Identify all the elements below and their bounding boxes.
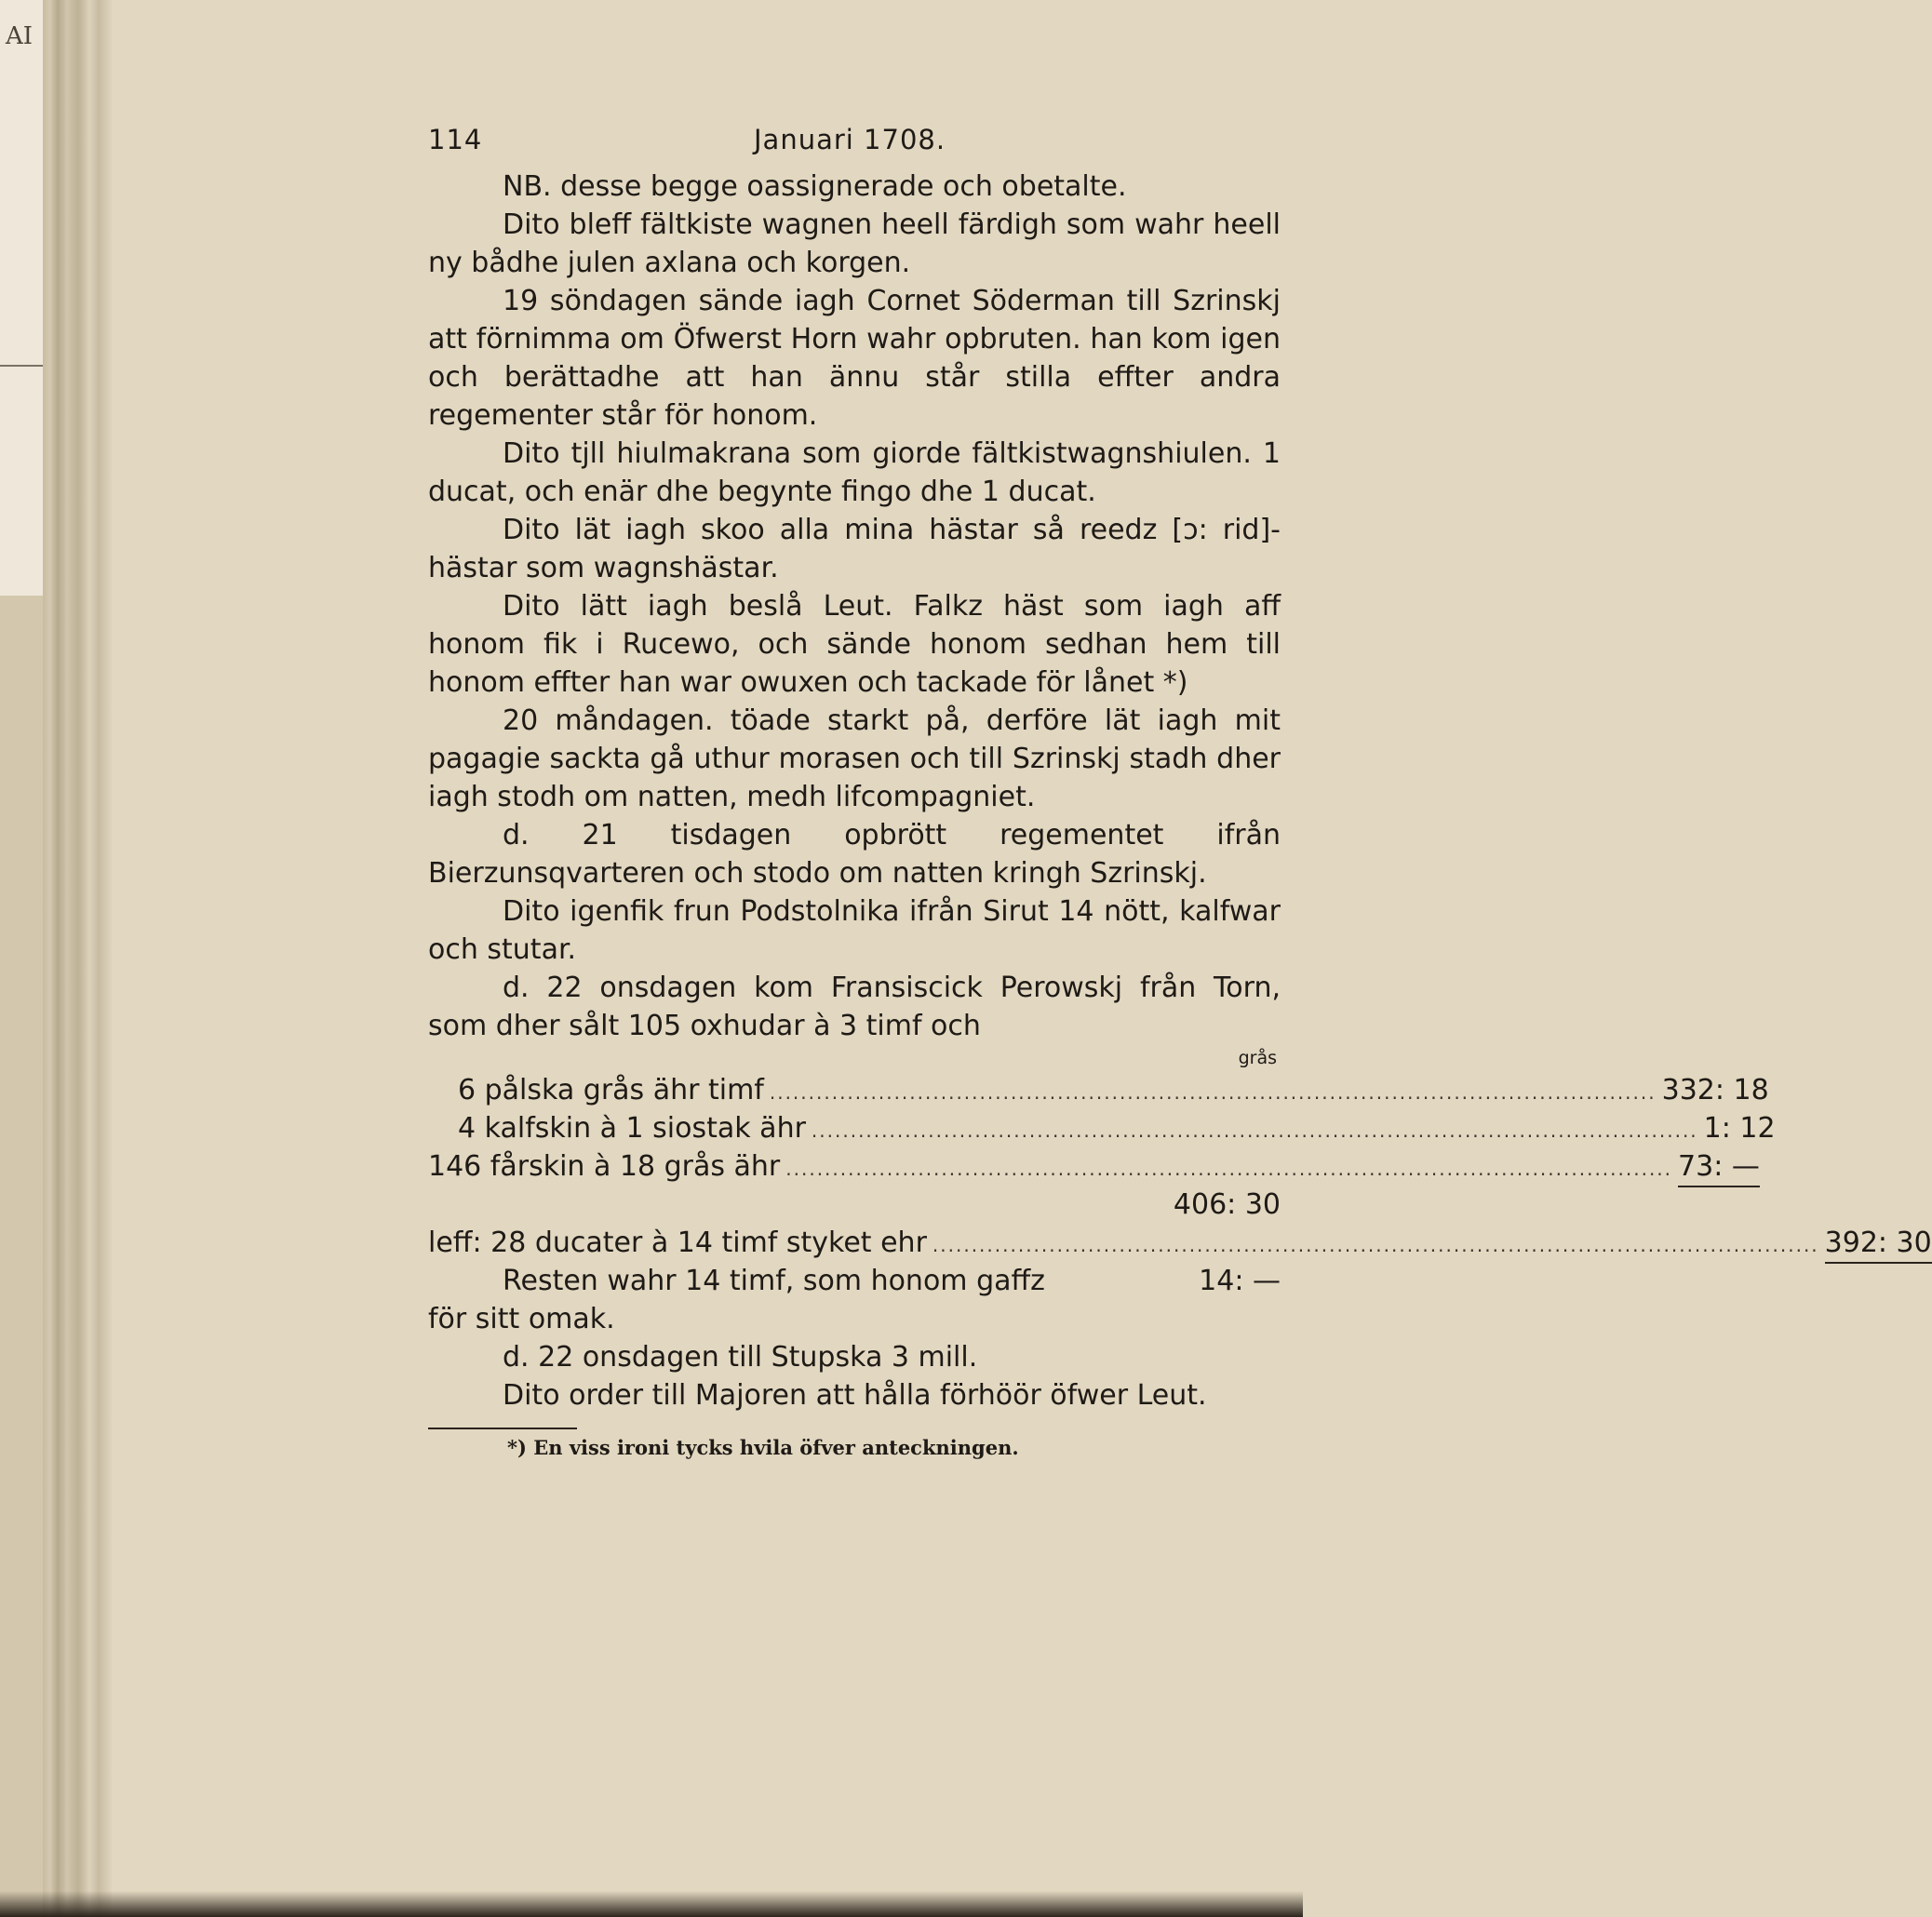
ledger-resten-amount: 14: — [1199,1265,1281,1297]
ledger-subtotal-row [428,1186,1281,1224]
ledger-row [428,1071,1769,1109]
ledger-row [428,1147,1760,1186]
ledger-row-amount: 73: — [1678,1147,1760,1187]
paragraph-21-tisdagen: d. 21 tisdagen opbrött regementet ifrån Bierzunsqvarteren och stodo om natten kringh Szrinskj. [428,819,1281,890]
paragraph-22-onsdagen: d. 22 onsdagen kom Fransiscick Perowskj från Torn, som dher sålt 105 oxhudar à 3 timf och [428,972,1281,1042]
paragraph-nb: NB. desse begge oassignerade och obetalte. [503,170,1127,203]
paragraph-skoo-hastar: Dito lät iagh skoo alla mina hästar så reedz [ɔ: rid]-hästar som wagnshästar. [428,514,1281,584]
adjacent-page-strip-lower [0,596,43,1917]
ledger-leff-desc: leff: 28 ducater à 14 timf styket ehr [428,1227,927,1259]
paragraph-faltkiste: Dito bleff fältkiste wagnen heell färdigh som wahr heell ny bådhe julen axlana och korgen. [428,208,1281,279]
ledger-row [428,1109,1776,1147]
paragraph-stupska: d. 22 onsdagen till Stupska 3 mill. [503,1341,978,1374]
paragraph-podstolnika: Dito igenfik frun Podstolnika ifrån Sirut 14 nött, kalfwar och stutar. [428,895,1281,966]
paragraph-hiulmakrana: Dito tjll hiulmakrana som giorde fältkistwagnshiulen. 1 ducat, och enär dhe begynte fingo dhe 1 ducat. [428,437,1281,508]
ledger-unit-label: grås [1238,1048,1277,1068]
ledger-row-desc: 4 kalfskin à 1 siostak ähr [458,1112,806,1145]
ledger-row-amount: 1: 12 [1703,1112,1776,1145]
ledger-table [428,1045,1932,1338]
ledger-resten-row [428,1262,1281,1300]
page-bottom-shadow [0,1891,1303,1917]
adjacent-page-text: AI [6,22,34,50]
paragraph-19-sondagen: 19 söndagen sände iagh Cornet Söderman till Szrinskj att förnimma om Öfwerst Horn wahr opbruten. han kom igen och berättadhe att han ännu står stilla effter andra regementer står för honom. [428,285,1281,432]
ledger-leader-dots: .................................................................................................................. [785,1158,1673,1180]
ledger-leff-row [428,1224,1932,1262]
footnote: *) En viss ironi tycks hvila öfver anteckningen. [507,1436,1019,1459]
ledger-leader-dots: .................................................................................................................. [932,1234,1819,1256]
adjacent-page-strip [0,0,43,596]
adjacent-page-rule [0,365,43,367]
ledger-resten-desc: Resten wahr 14 timf, som honom gaffz [503,1265,1045,1297]
page-number: 114 [428,124,483,155]
ledger-row-amount: 332: 18 [1661,1074,1769,1106]
ledger-leader-dots: .................................................................................................................. [811,1119,1698,1142]
paragraph-falkz-hast: Dito lätt iagh beslå Leut. Falkz häst som iagh aff honom fik i Rucewo, och sände honom sedhan hem till honom effter han war owuxen och tackade för lånet *) [428,590,1281,699]
paragraph-20-mandagen: 20 måndagen. töade starkt på, derföre lät iagh mit pagagie sackta gå uthur morasen och till Szrinskj stadh dher iagh stodh om natten, medh lifcompagniet. [428,704,1281,813]
page-title: Januari 1708. [754,124,946,155]
book-page [428,121,1932,1467]
ledger-resten-continuation: för sitt omak. [428,1303,615,1335]
running-header [428,121,1281,168]
ledger-leff-amount: 392: 30 [1825,1224,1932,1264]
ledger-subtotal: 406: 30 [1173,1188,1281,1221]
ledger-row-desc: 146 fårskin à 18 grås ähr [428,1150,781,1183]
ledger-leader-dots: .................................................................................................................. [769,1081,1657,1104]
paragraph-majoren: Dito order till Majoren att hålla förhöör öfwer Leut. [503,1379,1207,1412]
ledger-row-desc: 6 pålska grås ähr timf [458,1074,764,1106]
